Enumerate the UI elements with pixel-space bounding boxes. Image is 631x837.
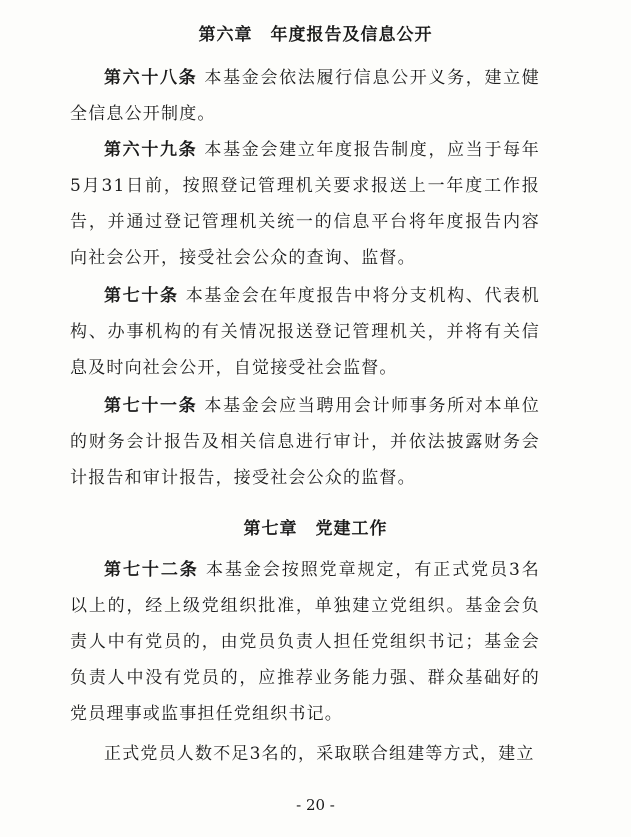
article-71-heading: 第七十一条 bbox=[104, 396, 198, 416]
article-69 bbox=[70, 132, 540, 276]
article-70-body: 本基金会在年度报告中将分支机构、代表机构、办事机构的有关情况报送登记管理机关，并将有关信息及时向社会公开，自觉接受社会监督。 bbox=[70, 286, 540, 378]
article-71-body: 本基金会应当聘用会计师事务所对本单位的财务会计报告及相关信息进行审计，并依法披露财务会计报告和审计报告，接受社会公众的监督。 bbox=[70, 396, 541, 488]
article-72-heading: 第七十二条 bbox=[104, 560, 199, 580]
article-68 bbox=[70, 60, 540, 132]
article-72-body: 本基金会按照党章规定，有正式党员3名以上的，经上级党组织批准，单独建立党组织。基金会负责人中有党员的，由党员负责人担任党组织书记；基金会负责人中没有党员的，应推荐业务能力强、群众基础好的党员理事或监事担任党组织书记。 bbox=[70, 560, 541, 724]
article-69-heading: 第六十九条 bbox=[104, 140, 198, 160]
article-68-body: 本基金会依法履行信息公开义务，建立健全信息公开制度。 bbox=[70, 68, 541, 124]
article-70-heading: 第七十条 bbox=[104, 286, 179, 306]
chapter-6-title: 第六章 年度报告及信息公开 bbox=[198, 25, 433, 45]
article-68-heading: 第六十八条 bbox=[104, 68, 198, 88]
article-71 bbox=[70, 388, 540, 496]
continuation-paragraph: 正式党员人数不足3名的，采取联合组建等方式，建立 bbox=[104, 744, 535, 764]
chapter-7-title: 第七章 党建工作 bbox=[243, 519, 388, 539]
article-70 bbox=[70, 278, 540, 386]
article-69-body: 本基金会建立年度报告制度，应当于每年5月31日前，按照登记管理机关要求报送上一年度工作报告，并通过登记管理机关统一的信息平台将年度报告内容向社会公开，接受社会公众的查询、监督。 bbox=[70, 140, 541, 268]
page-number: - 20 - bbox=[296, 796, 335, 814]
article-72 bbox=[70, 552, 540, 732]
